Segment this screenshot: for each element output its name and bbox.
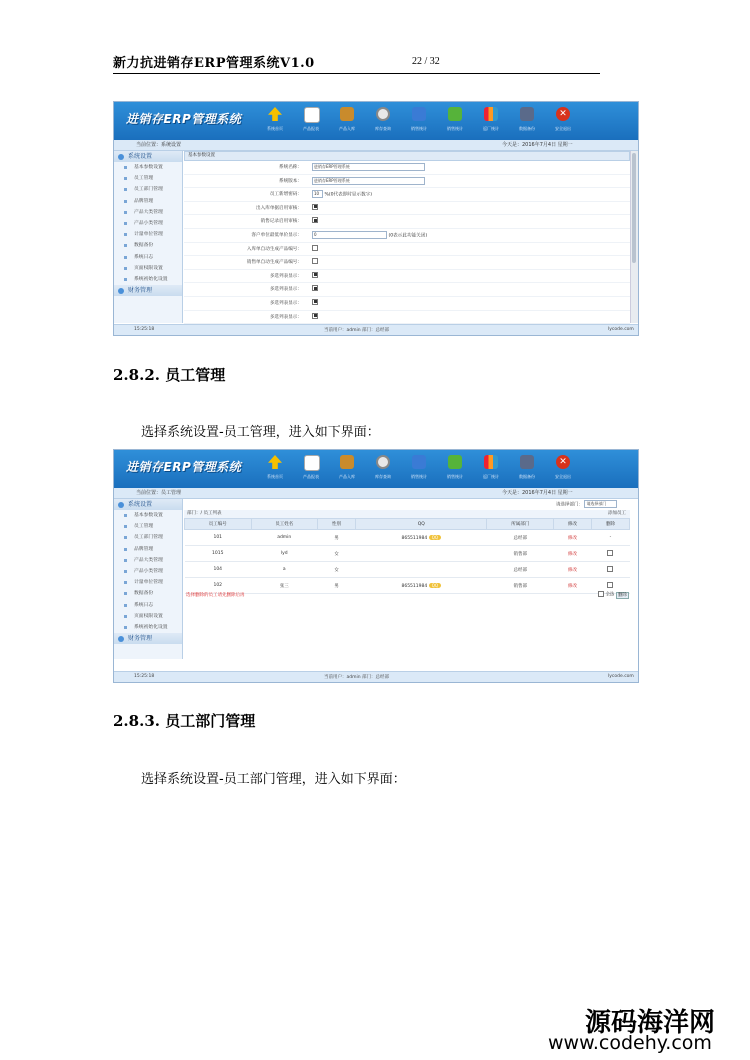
edit-link[interactable]: 修改 [553,546,591,562]
paragraph: 选择系统设置-员工管理，进入如下界面： [141,425,380,440]
status-time: 15:25:18 [134,327,155,332]
sidebar-item[interactable]: 产品大类管理 [114,555,182,566]
status-user: 当前用户：admin 部门：总经部 [324,675,390,680]
app-title: 进销存ERP管理系统 [126,460,242,474]
password-input[interactable]: 10 [312,190,323,198]
sidebar-item[interactable]: 页面权限设置 [114,263,182,274]
table-row [185,562,630,578]
home-icon [268,107,282,121]
settings-form [184,151,630,336]
sidebar-item[interactable]: 系统初始化设置 [114,622,182,633]
toolbar-stock-in-button[interactable] [332,106,362,136]
cell: 女 [318,546,356,562]
sidebar-head[interactable]: 系统设置 [114,151,182,162]
toolbar-label: 安全退出 [555,126,571,131]
toolbar-sales-button[interactable] [404,106,434,136]
select-all-label: 全选 [605,592,615,598]
field-label: 多选列表显示： [269,273,302,279]
watermark-title: 源码海洋网 [585,1008,716,1038]
bar-chart-icon [484,455,498,469]
sidebar-item[interactable]: 系统初始化设置 [114,274,182,285]
field-label: 销售记录启用审核： [260,219,302,225]
cell [356,562,487,578]
toolbar-label: 销售统计 [411,474,427,479]
bulk-actions [598,591,629,598]
sidebar-item[interactable]: 员工部门管理 [114,532,182,543]
document-icon [304,455,320,471]
sidebar-item[interactable]: 产品大类管理 [114,207,182,218]
toolbar-label: 数据备份 [519,474,535,479]
home-icon [268,455,282,469]
cell: 102 [185,578,252,594]
add-employee-link[interactable]: 添加员工 [608,511,626,516]
sidebar-item[interactable]: 品牌管理 [114,544,182,555]
toolbar-label: 产品报表 [303,126,319,131]
toolbar-home-button[interactable] [260,106,290,136]
sidebar-item[interactable]: 员工部门管理 [114,184,182,195]
status-bar [114,324,638,335]
cell: 销售部 [487,546,554,562]
checkbox[interactable] [312,217,318,223]
qq-number: 865511984 [401,583,428,589]
date-text: 今天是：2016年7月4日 星期一 [502,142,573,148]
sidebar-item[interactable]: 系统日志 [114,600,182,611]
col-header: 员工姓名 [251,519,318,530]
field-note: %(0代表即时显示数字) [324,192,373,198]
screenshot-system-settings [113,101,639,336]
toolbar-backup-button[interactable] [512,454,542,484]
qq-chat-icon[interactable]: QQ [429,583,441,588]
field-label: 员工新增密码： [269,192,302,198]
status-site: lycode.com [608,327,634,332]
min-price-input[interactable]: 0 [312,231,387,239]
table-row [185,530,630,546]
delete-button[interactable]: 删除 [617,592,627,598]
delete-cell [591,546,629,562]
cell: 101 [185,530,252,546]
toolbar-label: 安全退出 [555,474,571,479]
cell: 销售部 [487,578,554,594]
qq-number: 865511984 [401,535,428,541]
col-header: 所属部门 [487,519,554,530]
field-label: 入库单自动生成产品编号： [246,246,302,252]
list-icon [412,455,426,469]
toolbar-return-button[interactable] [476,106,506,136]
toolbar-inventory-button[interactable] [368,454,398,484]
breadcrumb: 当前位置：系统设置 [136,142,182,148]
app-banner [114,450,638,488]
close-icon: ✕ [556,455,570,469]
employee-table [184,518,630,594]
table-caption: 部门：/ 员工列表 [187,511,222,516]
field-note: (0表示此功能关闭) [388,233,428,239]
sidebar-item[interactable]: 数据备份 [114,588,182,599]
sidebar-item[interactable]: 员工管理 [114,173,182,184]
bar-chart-icon [484,107,498,121]
toolbar-label: 数据备份 [519,126,535,131]
sidebar-finance[interactable]: 财务管理 [114,633,182,644]
dept-filter-label: 请选择部门： [556,502,583,508]
col-header: QQ [356,519,487,530]
toolbar-label: 系统首页 [267,474,283,479]
cell: a [251,562,318,578]
sidebar-item[interactable]: 基本参数设置 [114,162,182,173]
toolbar-return-button[interactable] [476,454,506,484]
disk-icon [520,107,534,121]
sidebar-item[interactable]: 产品小类管理 [114,218,182,229]
screenshot-employee-management [113,449,639,683]
cell: 1015 [185,546,252,562]
col-header: 员工编号 [185,519,252,530]
sidebar-item[interactable]: 系统日志 [114,252,182,263]
toolbar-report-button[interactable] [296,454,326,484]
cell: 总经部 [487,562,554,578]
toolbar-inventory-button[interactable] [368,106,398,136]
section-heading-department [113,710,255,731]
cell [356,546,487,562]
section-title: 员工部门管理 [165,712,256,730]
sidebar-item[interactable]: 基本参数设置 [114,510,182,521]
field-label: 出入库单据启用审核： [256,205,302,211]
delete-cell [591,562,629,578]
table-row [185,546,630,562]
magnifier-icon [376,455,390,469]
checkbox[interactable] [312,258,318,264]
disk-icon [520,455,534,469]
system-version-input[interactable]: 进销存ERP管理系统 [312,177,425,185]
field-label: 系统名称： [279,165,302,170]
cell: 张三 [251,578,318,594]
cell: 104 [185,562,252,578]
cell: 男 [318,578,356,594]
toolbar-home-button[interactable] [260,454,290,484]
status-user: 当前用户：admin 部门：总经部 [324,328,390,333]
toolbar-label: 库存查询 [375,474,391,479]
sidebar-head[interactable]: 系统设置 [114,499,182,510]
toolbar-report-button[interactable] [296,106,326,136]
panel-head: 基本参数设置 [184,151,630,161]
toolbar-label: 销售统计 [447,474,463,479]
sidebar-item[interactable]: 品牌管理 [114,196,182,207]
scrollbar-thumb[interactable] [632,153,636,263]
toolbar-label: 返厂统计 [483,126,499,131]
sidebar [114,151,183,323]
toolbar-sales2-button[interactable] [440,106,470,136]
sidebar-item[interactable]: 员工管理 [114,521,182,532]
field-label: 多选列表显示： [269,314,302,320]
checkbox[interactable] [312,272,318,278]
system-name-input[interactable]: 进销存ERP管理系统 [312,163,425,171]
qq-cell [356,530,487,546]
sidebar-item[interactable]: 页面权限设置 [114,611,182,622]
page-header-title: 新力抗进销存ERP管理系统V1.0 [113,56,315,71]
sidebar [114,499,183,659]
toolbar-label: 库存查询 [375,126,391,131]
table-row [185,578,630,594]
toolbar-label: 销售统计 [447,126,463,131]
box-icon [340,107,354,121]
toolbar-label: 返厂统计 [483,474,499,479]
toolbar-backup-button[interactable] [512,106,542,136]
toolbar-stock-in-button[interactable] [332,454,362,484]
status-time: 15:25:18 [134,674,155,679]
cell: 男 [318,530,356,546]
cell: 总经部 [487,530,554,546]
toolbar-label: 系统首页 [267,126,283,131]
watermark-url: www.codehy.com [548,1032,712,1054]
checkbox[interactable] [312,245,318,251]
checkbox[interactable] [312,299,318,305]
sidebar-item[interactable]: 计量单位管理 [114,577,182,588]
toolbar-sales-button[interactable] [404,454,434,484]
cell: - [591,530,629,546]
col-header: 性别 [318,519,356,530]
select-all-checkbox[interactable] [598,591,604,597]
section-number: 2.8.2. [113,366,160,384]
checkbox[interactable] [312,313,318,319]
cell: lyd [251,546,318,562]
status-site: lycode.com [608,674,634,679]
delete-note: 选择删除的员工请先删除后再 [186,593,245,598]
col-header: 删除 [591,519,629,530]
toolbar-label: 销售统计 [411,126,427,131]
cell: admin [251,530,318,546]
sidebar-item[interactable]: 产品小类管理 [114,566,182,577]
breadcrumb-bar [114,488,638,499]
dept-filter [556,500,617,508]
date-text: 今天是：2016年7月4日 星期一 [502,490,573,496]
cell: 女 [318,562,356,578]
checkbox[interactable] [312,285,318,291]
edit-link[interactable]: 修改 [553,530,591,546]
row-checkbox[interactable] [607,550,613,556]
app-title: 进销存ERP管理系统 [126,112,242,126]
status-bar [114,671,638,682]
qq-cell [356,578,487,594]
toolbar-logout-button[interactable] [548,454,578,484]
toolbar-label: 产品入库 [339,126,355,131]
col-header: 修改 [553,519,591,530]
close-icon: ✕ [556,107,570,121]
section-number: 2.8.3. [113,712,160,730]
field-label: 系统版本： [279,178,302,184]
checkbox[interactable] [312,204,318,210]
app-banner [114,102,638,140]
sidebar-item[interactable]: 计量单位管理 [114,229,182,240]
section-title: 员工管理 [165,366,226,384]
magnifier-icon [376,107,390,121]
edit-link[interactable]: 修改 [553,562,591,578]
dept-select[interactable]: 请选择部门 [584,500,617,508]
field-label: 多选列表显示： [269,300,302,306]
table-icon [448,107,462,121]
row-checkbox[interactable] [607,582,613,588]
sidebar-item[interactable]: 数据备份 [114,240,182,251]
scrollbar[interactable] [630,151,638,323]
field-label: 客户单位最低单价显示： [251,232,302,238]
toolbar-label: 产品入库 [339,474,355,479]
header-rule [113,73,600,74]
qq-chat-icon[interactable]: QQ [429,535,441,540]
table-icon [448,455,462,469]
breadcrumb: 当前位置：员工管理 [136,490,182,496]
breadcrumb-bar [114,140,638,151]
document-icon [304,107,320,123]
field-label: 销售单自动生成产品编号： [246,260,302,266]
table-caption-bar [184,510,630,518]
list-icon [412,107,426,121]
paragraph: 选择系统设置-员工部门管理，进入如下界面： [141,772,406,787]
toolbar-label: 产品报表 [303,474,319,479]
row-checkbox[interactable] [607,566,613,572]
box-icon [340,455,354,469]
page-number: 22 / 32 [412,56,440,67]
field-label: 多选列表显示： [269,287,302,293]
toolbar-sales2-button[interactable] [440,454,470,484]
section-heading-employee [113,364,225,385]
sidebar-finance[interactable]: 财务管理 [114,285,182,296]
toolbar-logout-button[interactable] [548,106,578,136]
edit-link[interactable]: 修改 [553,578,591,594]
